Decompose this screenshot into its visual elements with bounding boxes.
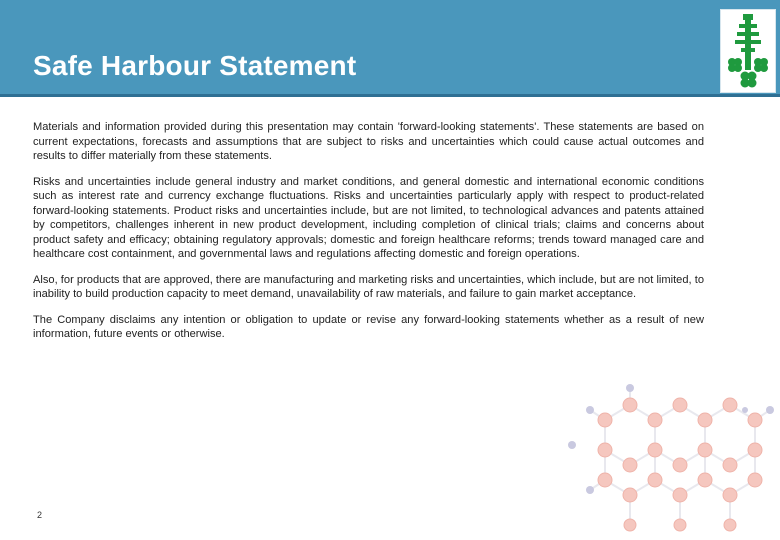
safe-harbour-body: [33, 120, 704, 353]
paragraph-forward-looking: Materials and information provided during this presentation may contain 'forward-looking statements'. These statements are based on current expectations, forecasts and assumptions that are subject to risks and uncertainties which could cause actual outcomes and results to differ materially from these statements.: [33, 121, 704, 162]
company-logo: [720, 9, 776, 93]
paragraph-product-risks: Also, for products that are approved, there are manufacturing and marketing risks and uncertainties, which include, but are not limited, to inability to build production capacity to meet demand, unavailability of raw materials, and failure to gain market acceptance.: [33, 273, 704, 300]
paragraph-disclaimer: The Company disclaims any intention or obligation to update or revise any forward-looking statements whether as a result of new information, future events or otherwise.: [33, 313, 704, 340]
page-title: Safe Harbour Statement: [33, 50, 357, 81]
molecule-structure-icon: [560, 370, 780, 540]
paragraph-risks: Risks and uncertainties include general industry and market conditions, and general domestic and international economic conditions such as interest rate and currency exchange fluctuations. Risks and uncertainties particularly apply with respect to product-related forward-looking statements. Product risks and uncertainties include, but are not limited, to technological advances and patents attained by competitors, challenges inherent in new product development, including completion of clinical trials; claims and concerns about product safety and efficacy; obtaining regulatory approvals; domestic and foreign healthcare reforms; trends toward managed care and healthcare cost containment, and governmental laws and regulations affecting domestic and foreign operations.: [33, 175, 704, 260]
slide-header: [0, 0, 780, 97]
clover-plant-logo-icon: [721, 10, 775, 92]
page-number: 2: [37, 510, 43, 520]
